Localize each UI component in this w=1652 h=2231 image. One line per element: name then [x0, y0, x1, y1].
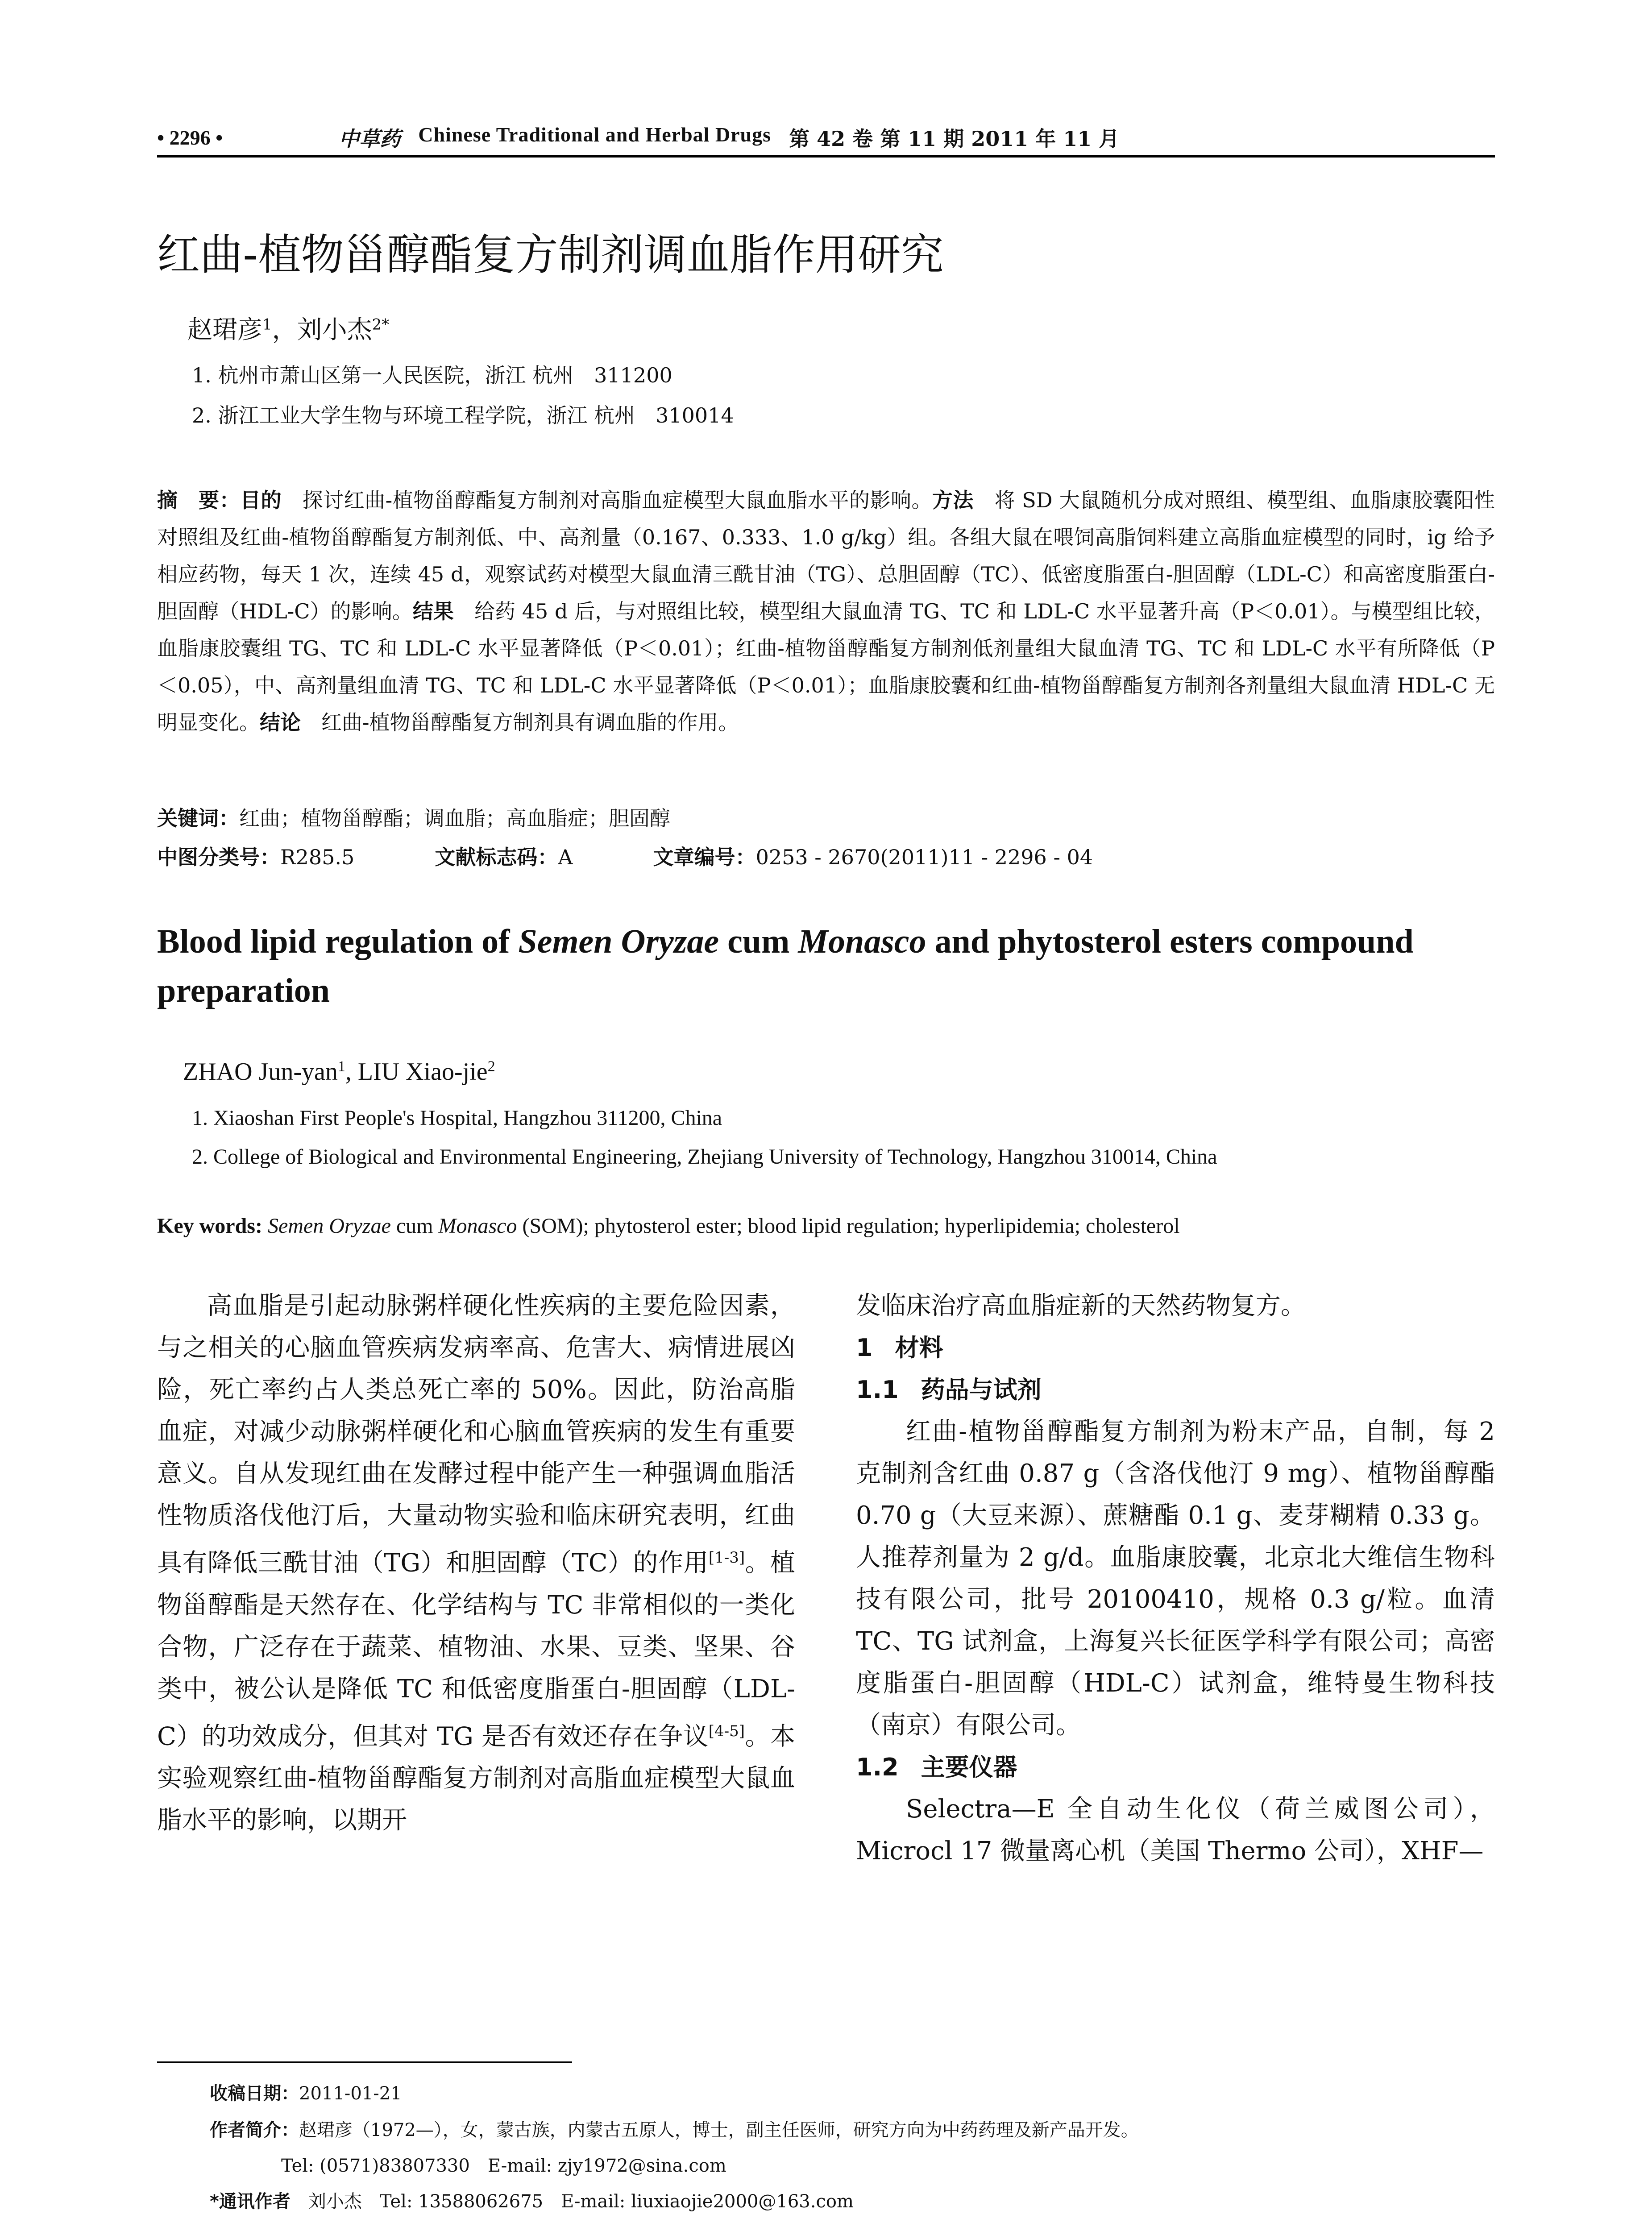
title-en-italic: Semen Oryzae: [518, 923, 719, 960]
affiliation-cn-2: 2. 浙江工业大学生物与环境工程学院，浙江 杭州 310014: [192, 403, 734, 427]
section-title: 材料: [895, 1334, 943, 1362]
clc-value: R285.5: [280, 845, 355, 869]
footnote-label: 收稿日期：: [210, 2083, 299, 2104]
citation: [1-3]: [708, 1549, 745, 1567]
keyword-text: (SOM); phytosterol ester; blood lipid regulation; hyperlipidemia; cholesterol: [517, 1214, 1180, 1238]
author-name: ZHAO Jun-yan: [183, 1058, 338, 1086]
author-affiliation-mark: 2: [487, 1058, 495, 1075]
issue-info: 第 42 卷 第 11 期 2011 年 11 月: [789, 127, 1120, 151]
author-name: 赵珺彦: [187, 315, 262, 344]
section-title: 主要仪器: [921, 1753, 1017, 1781]
section-title: 药品与试剂: [921, 1376, 1042, 1404]
authors-en: [183, 1057, 495, 1086]
section-heading-1-1: [856, 1369, 1495, 1411]
article-id-value: 0253 - 2670(2011)11 - 2296 - 04: [755, 845, 1093, 869]
conclusion-label: 结论: [260, 710, 301, 734]
article-title-cn: 红曲-植物甾醇酯复方制剂调血脂作用研究: [157, 230, 944, 280]
body-column-left: [157, 1285, 795, 1841]
keywords-text: 红曲；植物甾醇酯；调血脂；高血脂症；胆固醇: [239, 806, 670, 830]
abstract-cn: [157, 482, 1495, 741]
authors-cn: [187, 310, 389, 346]
section-number: 1: [856, 1334, 873, 1362]
conclusion-text: 红曲-植物甾醇酯复方制剂具有调血脂的作用。: [301, 710, 739, 734]
paragraph-text: 。植物甾醇酯是天然存在、化学结构与 TC 非常相似的一类化合物，广泛存在于蔬菜、植物油、水果、豆类、坚果、谷类中，被公认是降低 TC 和低密度脂蛋白-胆固醇（LDL-C）的功效成分，但其对 TG 是否有效还存在争议: [157, 1548, 795, 1751]
abstract-label: 摘 要：: [157, 488, 241, 512]
footnote-rule: [157, 2061, 572, 2063]
author-separator: ,: [345, 1058, 358, 1086]
section-number: 1.2: [856, 1753, 899, 1781]
author-affiliation-mark: 1: [262, 315, 272, 334]
paragraph-text: 高血脂是引起动脉粥样硬化性疾病的主要危险因素，与之相关的心脑血管疾病发病率高、危害大、病情进展凶险，死亡率约占人类总死亡率的 50%。因此，防治高脂血症，对减少动脉粥样硬化和心脑血管疾病的发生有重要意义。自从发现红曲在发酵过程中能产生一种强调血脂活性物质洛伐他汀后，大量动物实验和临床研究表明，红曲具有降低三酰甘油（TG）和胆固醇（TC）的作用: [157, 1291, 795, 1578]
title-en-part: Blood lipid regulation of: [157, 923, 519, 960]
methods-text: 将 SD 大鼠随机分成对照组、模型组、血脂康胶囊阳性对照组及红曲-植物甾醇酯复方制剂低、中、高剂量（0.167、0.333、1.0 g/kg）组。各组大鼠在喂饲高脂饲料建立高脂血症模型的同时，ig 给予相应药物，每天 1 次，连续 45 d，观察试药对模型大鼠血清三酰甘油（TG）、总胆固醇（TC）、低密度脂蛋白-胆固醇（LDL-C）和高密度脂蛋白-胆固醇（HDL-C）的影响。: [157, 488, 1495, 623]
clc-label: 中图分类号：: [157, 845, 280, 869]
intro-paragraph: [157, 1285, 795, 1841]
author-affiliation-mark: 2*: [372, 315, 390, 334]
footnote-text: 刘小杰 Tel: 13588062675 E-mail: liuxiaojie2000@163.com: [290, 2191, 854, 2212]
results-label: 结果: [412, 599, 454, 623]
author-name: LIU Xiao-jie: [357, 1058, 488, 1086]
running-header: [157, 117, 1495, 158]
keywords-en-label: Key words:: [157, 1214, 268, 1238]
body-column-right: [856, 1285, 1495, 1872]
keyword-italic: Monasco: [438, 1214, 517, 1238]
page-number: • 2296 •: [157, 126, 223, 149]
continued-text: 发临床治疗高血脂症新的天然药物复方。: [856, 1291, 1306, 1320]
footnote-received: [210, 2079, 402, 2105]
keywords-cn: [157, 802, 670, 832]
title-en-part: cum: [719, 923, 798, 960]
citation: [4-5]: [708, 1722, 745, 1740]
affiliation-en-1: 1. Xiaoshan First People's Hospital, Hangzhou 311200, China: [192, 1106, 722, 1130]
doc-code-value: A: [558, 845, 573, 869]
footnote-label: *通讯作者: [210, 2191, 291, 2212]
methods-label: 方法: [932, 488, 974, 512]
article-title-en: [157, 917, 1495, 1015]
instruments-paragraph: Selectra—E 全自动生化仪（荷兰威图公司），Microcl 17 微量离心机（美国 Thermo 公司），XHF—: [856, 1795, 1495, 1866]
objective-text: 探讨红曲-植物甾醇酯复方制剂对高脂血症模型大鼠血脂水平的影响。: [282, 488, 933, 512]
title-en-part: and phytosterol esters compound preparation: [157, 923, 1414, 1009]
section-heading-1-2: [856, 1746, 1495, 1788]
materials-paragraph: 红曲-植物甾醇酯复方制剂为粉末产品，自制，每 2 克制剂含红曲 0.87 g（含洛伐他汀 9 mg）、植物甾醇酯 0.70 g（大豆来源）、蔗糖酯 0.1 g、麦芽糊精 0.33 g。人推荐剂量为 2 g/d。血脂康胶囊，北京北大维信生物科技有限公司，批号 20100410，规格 0.3 g/粒。血清 TC、TG 试剂盒，上海复兴长征医学科学有限公司；高密度脂蛋白-胆固醇（HDL-C）试剂盒，维特曼生物科技（南京）有限公司。: [856, 1417, 1495, 1740]
affiliation-en-2: 2. College of Biological and Environmental Engineering, Zhejiang University of Technology, Hangzhou 310014, China: [192, 1145, 1217, 1169]
title-en-italic: Monasco: [798, 923, 926, 960]
article-id-label: 文章编号：: [653, 845, 756, 869]
paragraph-text: 。本实验观察红曲-植物甾醇酯复方制剂对高脂血症模型大鼠血脂水平的影响，以期开: [157, 1722, 795, 1835]
keywords-label: 关键词：: [157, 806, 239, 830]
keyword-italic: Semen Oryzae: [267, 1214, 391, 1238]
section-heading-1: [856, 1327, 1495, 1369]
section-number: 1.1: [856, 1376, 899, 1404]
footnote-author-contact: [210, 2152, 726, 2177]
doc-code-label: 文献标志码：: [435, 845, 558, 869]
journal-name-cn: 中草药: [339, 127, 401, 151]
author-separator: ，: [272, 315, 297, 344]
journal-name-en: Chinese Traditional and Herbal Drugs: [418, 123, 772, 146]
results-text: 给药 45 d 后，与对照组比较，模型组大鼠血清 TG、TC 和 LDL-C 水平显著升高（P＜0.01）。与模型组比较，血脂康胶囊组 TG、TC 和 LDL-C 水平显著降低（P＜0.01）；红曲-植物甾醇酯复方制剂低剂量组大鼠血清 TG、TC 和 LDL-C 水平有所降低（P＜0.05），中、高剂量组血清 TG、TC 和 LDL-C 水平显著降低（P＜0.01）；血脂康胶囊和红曲-植物甾醇酯复方制剂各剂量组大鼠血清 HDL-C 无明显变化。: [157, 599, 1495, 734]
footnote-label: 作者简介：: [210, 2120, 299, 2140]
author-name: 刘小杰: [297, 315, 372, 344]
affiliation-cn-1: 1. 杭州市萧山区第一人民医院，浙江 杭州 311200: [192, 363, 672, 387]
footnote-corresponding: [210, 2187, 854, 2213]
journal-info: [339, 123, 1119, 152]
footnote-author-bio: [210, 2116, 1139, 2141]
footnote-text: Tel: (0571)83807330 E-mail: zjy1972@sina.com: [281, 2156, 726, 2176]
footnote-text: 2011-01-21: [299, 2083, 402, 2104]
keywords-en: [157, 1214, 1495, 1238]
classification-line: [157, 841, 1495, 871]
objective-label: 目的: [240, 488, 282, 512]
keyword-text: cum: [390, 1214, 439, 1238]
author-affiliation-mark: 1: [337, 1058, 345, 1075]
header-rule: [157, 155, 1495, 158]
footnote-text: 赵珺彦（1972—），女，蒙古族，内蒙古五原人，博士，副主任医师，研究方向为中药药理及新产品开发。: [299, 2120, 1139, 2140]
